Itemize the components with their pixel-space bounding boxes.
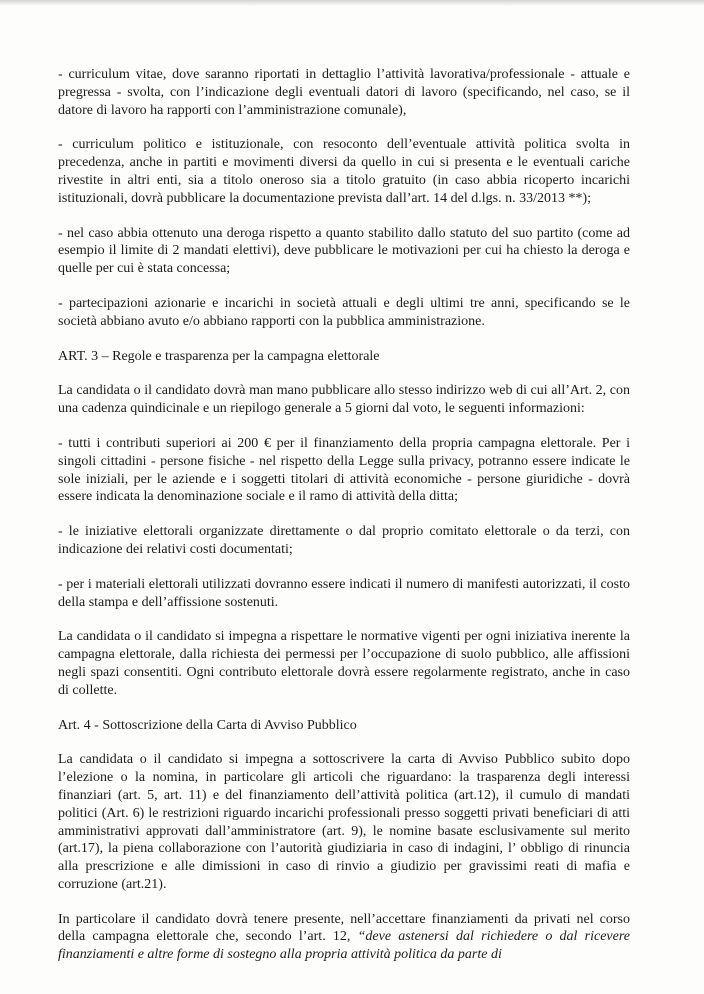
political-cv-bullet: - curriculum politico e istituzionale, con resoconto dell’eventuale attività politica svolta in precedenza, anche in partiti e movimenti diversi da quello in cui si presenta e le eventuali cariche rivestite in altri enti, sia a titolo oneroso sia a titolo gratuito (in caso abbia ricoperto incarichi istituzionali, dovrà pubblicare la documentazione prevista dall’art. 14 del d.lgs. n. 33/2013 **); [58, 137, 630, 206]
avviso-pubblico-para: La candidata o il candidato si impegna a sottoscrivere la carta di Avviso Pubblico subito dopo l’elezione o la nomina, in particolare gli articoli che riguardano: la trasparenza degli interessi finanziari (art. 5, art. 11) e del finanziamento dell’attività politica (art.12), il cumulo di mandati politici (Art. 6) le restrizioni riguardo incarichi professionali presso soggetti privati beneficiari di atti amministrativi approvati dall’amministratore (art. 9), le nomine basate esclusivamente sul merito (art.17), la piena collaborazione con l’autorità giudiziaria in caso di indagini, l’ obbligo di rinuncia alla prescrizione e alle dimissioni in caso di rinvio a giudizio per gravissimi reati di mafia e corruzione (art.21). [58, 752, 630, 892]
final-para [58, 911, 630, 964]
deroga-bullet: - nel caso abbia ottenuto una deroga rispetto a quanto stabilito dallo statuto del suo partito (come ad esempio il limite di 2 mandati elettivi), deve pubblicare le motivazioni per cui ha chiesto la deroga e quelle per cui è stata concessa; [58, 225, 630, 277]
art4-heading: Art. 4 - Sottoscrizione della Carta di Avviso Pubblico [58, 717, 357, 733]
final-para-quote: “deve astenersi dal richiedere o dal ricevere finanziamenti e altre forme di sostegno alla propria attività politica da parte di [58, 929, 630, 963]
cv-bullet: - curriculum vitae, dove saranno riportati in dettaglio l’attività lavorativa/professionale - attuale e pregressa - svolta, con l’indicazione degli eventuali datori di lavoro (specificando, nel caso, se il datore di lavoro ha rapporti con l’amministrazione comunale), [58, 67, 630, 118]
scan-edge [0, 0, 704, 6]
document-page [58, 66, 630, 981]
final-para-text: In particolare il candidato dovrà tenere presente, nell’accettare finanziamenti da privati nel corso della campagna elettorale che, secondo l’art. 12, [58, 911, 630, 945]
normative-para: La candidata o il candidato si impegna a rispettare le normative vigenti per ogni iniziativa inerente la campagna elettorale, dalla richiesta dei permessi per l’occupazione di suolo pubblico, alle affissioni negli spazi consentiti. Ogni contributo elettorale dovrà essere regolarmente registrato, anche in caso di collette. [58, 629, 630, 698]
contributi-bullet: - tutti i contributi superiori ai 200 € per il finanziamento della propria campagna elettorale. Per i singoli cittadini - persone fisiche - nel rispetto della Legge sulla privacy, potranno essere indicate le sole iniziali, per le aziende e i soggetti titolari di attività economiche - persone giuridiche - dovrà essere indicata la denominazione sociale e il ramo di attività della ditta; [58, 435, 630, 505]
partecipazioni-bullet: - partecipazioni azionarie e incarichi in società attuali e degli ultimi tre anni, specificando se le società abbiano avuto e/o abbiano rapporti con la pubblica amministrazione. [58, 295, 630, 329]
art3-heading: ART. 3 – Regole e trasparenza per la campagna elettorale [58, 348, 380, 364]
iniziative-bullet: - le iniziative elettorali organizzate direttamente o dal proprio comitato elettorale o da terzi, con indicazione dei relativi costi documentati; [58, 524, 630, 557]
materiali-bullet: - per i materiali elettorali utilizzati dovranno essere indicati il numero di manifesti autorizzati, il costo della stampa e dell’affissione sostenuti. [58, 576, 630, 610]
art3-intro: La candidata o il candidato dovrà man mano pubblicare allo stesso indirizzo web di cui all’Art. 2, con una cadenza quindicinale e un riepilogo generale a 5 giorni dal voto, le seguenti informazioni: [58, 383, 630, 417]
